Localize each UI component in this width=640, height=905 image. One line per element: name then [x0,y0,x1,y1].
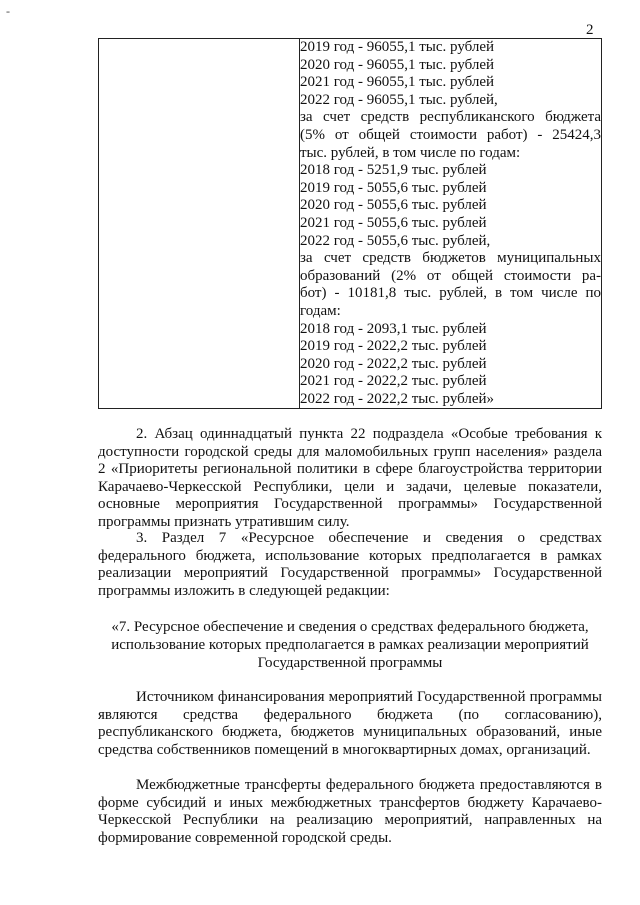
section-7-heading [98,618,602,672]
paragraph-interbudget-transfers [98,777,602,847]
table-line: 2019 год - 2022,2 тыс. рублей [300,338,487,355]
table-line: тыс. рублей, в том числе по годам: [300,144,521,161]
table-line: за счет средств бюджетов муниципальных [300,250,601,267]
paragraph-item-2 [98,426,602,532]
table-line: годам: [300,302,341,319]
table-line: 2021 год - 2022,2 тыс. рублей [300,373,487,390]
table-line: 2022 год - 96055,1 тыс. рублей, [300,91,498,108]
table-line: 2019 год - 5055,6 тыс. рублей [300,179,487,196]
table-line: (5% от общей стоимости работ) - 25424,3 [300,126,601,143]
corner-mark: - [6,4,10,18]
table-line: 2019 год - 96055,1 тыс. рублей [300,39,495,55]
table-line: за счет средств республиканского бюджета [300,109,601,126]
table-line: 2021 год - 5055,6 тыс. рублей [300,214,487,231]
paragraph-item-2-text: 2. Абзац одиннадцатый пункта 22 подраздела «Особые требования к доступности городской среды для маломобильных групп населения» раздела 2 «Приоритеты региональной политики в сфере благоустройства территории Карачаево-Черкесской Республики, цели и задачи, целевые показатели, основные мероприятия Государственной программы» Государственной программы признать утратившим силу. [98,426,602,530]
heading-line: «7. Ресурсное обеспечение и сведения о средствах федерального бюджета, [111,619,589,635]
paragraph-interbudget-transfers-text: Межбюджетные трансферты федерального бюджета предоставляются в форме субсидий и иных межбюджетных трансфертов бюджету Карачаево-Черкесской Республики на реализацию мероприятий, направленных на формирование современной городской среды. [98,777,602,846]
table-left-cell [99,39,300,409]
table-line: 2020 год - 2022,2 тыс. рублей [300,355,487,372]
heading-line: использование которых предполагается в рамках реализации мероприятий [111,637,589,653]
table-line: 2021 год - 96055,1 тыс. рублей [300,74,495,91]
paragraph-funding-sources [98,689,602,759]
table-right-cell [300,39,602,409]
paragraph-item-3-text: 3. Раздел 7 «Ресурсное обеспечение и сведения о средствах федерального бюджета, использование которых предполагается в рамках реализации мероприятий Государственной программы» Государственной программы изложить в следующей редакции: [98,530,602,599]
paragraph-item-3 [98,530,602,600]
paragraph-funding-sources-text: Источником финансирования мероприятий Государственной программы являются средства федерального бюджета (по согласованию), республиканского бюджета, бюджетов муниципальных образований, иные средства собственников помещений в многоквартирных домах, организаций. [98,689,602,758]
page-number: 2 [586,22,594,38]
table-line: 2018 год - 5251,9 тыс. рублей [300,162,487,179]
table-line: образований (2% от общей стоимости ра- [300,267,601,284]
heading-line: Государственной программы [257,655,443,671]
table-line: 2022 год - 5055,6 тыс. рублей, [300,232,491,249]
table-line: 2018 год - 2093,1 тыс. рублей [300,320,487,337]
table-line: 2020 год - 96055,1 тыс. рублей [300,56,495,73]
financing-table [98,38,602,409]
table-line: бот) - 10181,8 тыс. рублей, в том числе по [300,285,601,302]
table-line: 2020 год - 5055,6 тыс. рублей [300,197,487,214]
table-line: 2022 год - 2022,2 тыс. рублей» [300,390,495,407]
